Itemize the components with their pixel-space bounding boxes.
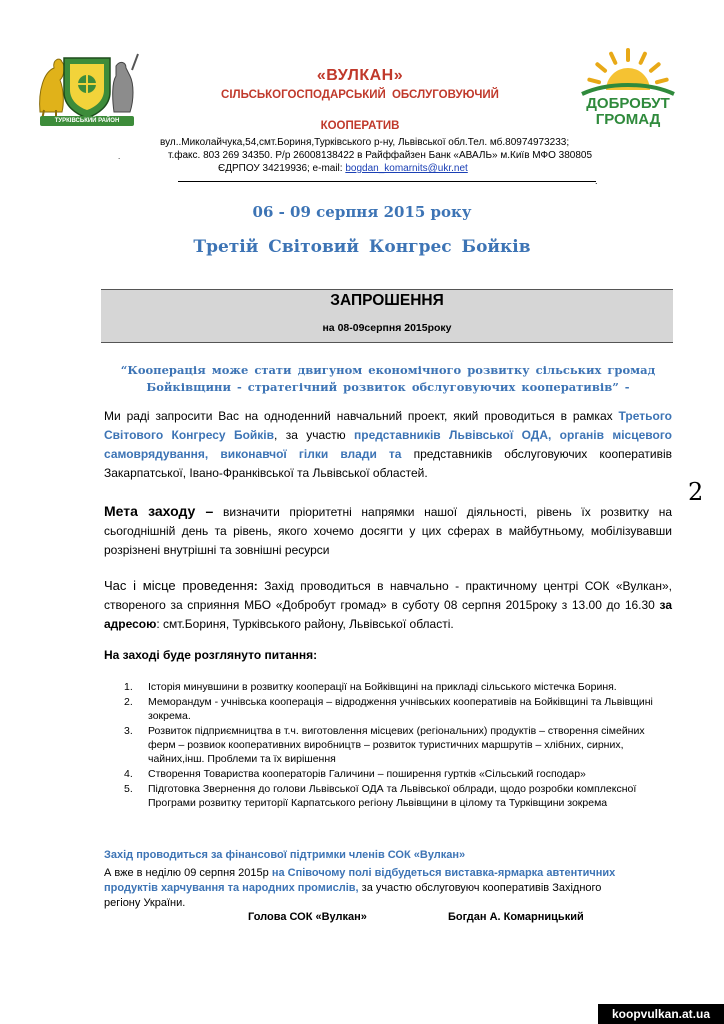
list-item <box>124 724 664 766</box>
list-text: Історія минувшини в розвитку кооперації на Бойківщині на прикладі сільського містечка Бориня. <box>148 681 617 693</box>
list-item <box>124 680 664 694</box>
event-date: 06 - 09 серпня 2015 року <box>252 203 472 221</box>
goal-text: визначити пріоритетні напрямки нашої діяльності, рівень їх розвитку на сьогоднішній день та рівень, якого хочемо досягти у цих сферах в майбутньому, мобілізувавши розрізнені внутрішні та зовнішні ресурси <box>104 505 672 557</box>
org-subtitle-2: КООПЕРАТИВ <box>320 120 400 132</box>
expo-text-a: А вже в неділю 09 серпня 2015р <box>104 867 272 879</box>
contact-address: вул..Миколайчука,54,смт.Бориня,Турківського р-ну, Львівської обл.Тел. мб.80974973233; <box>160 137 570 148</box>
list-text: Розвиток підприємництва в т.ч. виготовлення місцевих (регіональних) продуктів – створення сімейних ферм – розвиок кооперативних виробництв – розвиток туристичних маршрутів – хлібних, сирних, чайних,інш. Проблеми та їх вирішення <box>148 725 645 765</box>
intro-paragraph <box>104 407 672 483</box>
address-text: : смт.Бориня, Турківського району, Львівської області. <box>156 617 454 631</box>
list-text: Підготовка Звернення до голови Львівської ОДА та Львівської облради, щодо розробки комплексної Програми розвитку території Карпатського регіону Львівщини в цілому та Турківщини зокрема <box>148 783 637 809</box>
list-number: 2. <box>124 696 133 708</box>
slogan-line-2: Бойківщини - стратегічний розвиток обслуговуючих кооперативів” - <box>146 380 630 394</box>
financing-note: Захід проводиться за фінансової підтримки членів СОК «Вулкан» <box>104 849 466 861</box>
address-label: за адресою <box>104 598 672 631</box>
congress-name: Третього Світового Конгресу Бойків <box>104 409 672 442</box>
contact-edrpou <box>218 162 468 175</box>
dobrobut-gromad-logo <box>578 44 678 128</box>
time-place-label: Час і місце проведення <box>104 578 254 593</box>
email-link[interactable]: bogdan_komarnits@ukr.net <box>345 163 468 174</box>
intro-text-e: представників обслуговуючих кооперативів Закарпатської, Івано-Франківської та Львівської областей. <box>104 447 672 480</box>
issues-heading: На заході буде розглянуто питання: <box>104 648 318 662</box>
site-watermark: koopvulkan.at.ua <box>598 1004 724 1024</box>
issues-list <box>124 680 664 811</box>
invitation-title: ЗАПРОШЕННЯ <box>330 292 444 309</box>
time-place-paragraph <box>104 576 672 634</box>
list-item <box>124 767 664 781</box>
coat-ribbon-text: ТУРКІВСЬКИЙ РАЙОН <box>54 118 120 124</box>
list-number: 5. <box>124 783 133 795</box>
org-subtitle: СІЛЬСЬКОГОСПОДАРСЬКИЙ ОБСЛУГОВУЮЧИЙ <box>221 89 499 101</box>
list-number: 1. <box>124 681 133 693</box>
list-text: Створення Товариства кооператорів Галичини – поширення гуртків «Сільський господар» <box>148 768 586 780</box>
goal-paragraph <box>104 502 672 560</box>
list-number: 4. <box>124 768 133 780</box>
slogan-line-1: “Кооперація може стати двигуном економічного розвитку сільських громад <box>120 363 656 377</box>
list-item <box>124 695 664 723</box>
expo-highlight: на Співочому полі відбудеться виставка-ярмарка автентичних продуктів харчування та народних промислів, <box>104 867 616 894</box>
divider-dot: . <box>595 176 598 186</box>
dot-mark: . <box>118 152 121 161</box>
contact-bank: т.факс. 803 269 34350. Р/р 26008138422 в Райффайзен Банк «АВАЛЬ» м.Київ МФО 380805 <box>168 150 593 161</box>
participants-highlight: представників Львівської ОДА, органів місцевого самоврядування, виконавчої гілки влади та <box>104 428 672 461</box>
list-item <box>124 782 664 810</box>
logo2-line1: ДОБРОБУТ <box>586 95 670 112</box>
page-number: 2 <box>688 478 704 506</box>
coat-of-arms-logo <box>34 50 140 128</box>
header-divider <box>178 181 596 182</box>
invitation-dates: на 08-09серпня 2015року <box>322 322 452 334</box>
list-text: Меморандум - учнівська кооперація – відродження учнівських кооперативів на Бойківщині та Львівщині зокрема. <box>148 696 653 722</box>
signature-name: Богдан А. Комарницький <box>448 911 584 923</box>
org-name: «ВУЛКАН» <box>316 67 404 84</box>
intro-text-a: Ми раді запросити Вас на одноденний навчальний проект, який проводиться в рамках <box>104 409 619 423</box>
expo-paragraph <box>104 866 634 911</box>
event-title: Третій Світовий Конгрес Бойків <box>193 237 531 257</box>
signature-role: Голова СОК «Вулкан» <box>248 911 367 923</box>
list-number: 3. <box>124 725 133 737</box>
time-place-colon: : <box>253 579 258 593</box>
goal-label: Мета заходу – <box>104 503 214 519</box>
logo2-line2: ГРОМАД <box>595 111 661 128</box>
expo-text-c: за участю обслуговуюч кооперативів Західного регіону України. <box>104 882 602 909</box>
edrpou-text: ЄДРПОУ 34219936; e-mail: <box>218 163 343 174</box>
intro-text-c: , за участю <box>274 428 355 442</box>
time-place-text: Захід проводиться в навчально - практичному центрі СОК «Вулкан», створеного за сприяння МБО «Добробут громад» в суботу 08 серпня 2015року з 13.00 до 16.30 <box>104 579 672 612</box>
